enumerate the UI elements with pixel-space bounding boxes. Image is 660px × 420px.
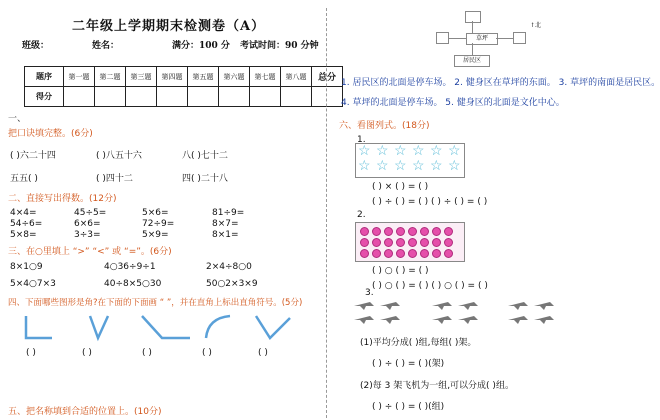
flower-icon — [420, 249, 429, 258]
s3-item: 8×1○9 — [10, 262, 43, 272]
map-label-top: 草坪 — [466, 33, 498, 45]
section1-heading — [8, 126, 93, 139]
section3-score: (6分) — [149, 247, 172, 257]
north-arrow-icon: ↑北 — [530, 22, 542, 29]
score-item: 第七题 — [250, 67, 281, 87]
map-box-right — [513, 32, 526, 44]
plane-icon — [380, 316, 400, 324]
section3-heading — [8, 244, 172, 257]
section4-heading — [8, 296, 302, 308]
s4-blank[interactable]: ( ) — [142, 348, 152, 358]
problem3-sub1: (1)平均分成( )组,每组( )架。 — [360, 338, 477, 348]
s4-blank[interactable]: ( ) — [258, 348, 268, 358]
angle-figure-3 — [142, 316, 190, 338]
star-icon: ☆ — [430, 143, 443, 159]
star-icon: ☆ — [358, 158, 371, 174]
section5-heading — [8, 404, 162, 417]
plane-icon — [354, 316, 374, 324]
map-box-left — [436, 32, 449, 44]
column-divider — [326, 8, 327, 418]
flower-icon — [432, 249, 441, 258]
section1-title: 把口诀填完整。 — [8, 129, 72, 139]
flower-icon — [420, 238, 429, 247]
s2-item: 5×8= — [10, 230, 37, 240]
score-item: 第二题 — [95, 67, 126, 87]
flower-icon — [384, 249, 393, 258]
s2-item: 4×4= — [10, 208, 37, 218]
flower-icon — [372, 249, 381, 258]
direction-question-1: 1. 居民区的北面是停车场。 2. 健身区在草坪的东面。 3. 草坪的南面是居民区。 — [341, 78, 660, 88]
exam-time: 考试时间：90 分钟 — [240, 41, 319, 51]
score-cell[interactable] — [312, 87, 343, 107]
section5-score: (10分) — [134, 407, 162, 417]
s2-item: 81÷9= — [212, 208, 245, 218]
problem1-number: 1. — [357, 135, 366, 145]
score-total-label: 总分 — [312, 67, 343, 87]
score-item: 第三题 — [126, 67, 157, 87]
s3-item: 40÷8×5○30 — [104, 279, 162, 289]
score-row1-label: 题序 — [25, 67, 64, 87]
s1-item: ( )六二十四 — [10, 151, 56, 161]
s1-item: ( )八五十六 — [96, 151, 142, 161]
star-icon: ☆ — [412, 158, 425, 174]
s2-item: 8×1= — [212, 230, 239, 240]
star-icon: ☆ — [412, 143, 425, 159]
plane-icon — [508, 316, 528, 324]
problem2-line2: ( ) ○ ( ) = ( ) ( ) ○ ( ) = ( ) — [372, 281, 488, 291]
plane-icon — [534, 302, 554, 310]
flower-icon — [384, 227, 393, 236]
flower-icon — [360, 238, 369, 247]
angle-figure-4 — [206, 316, 230, 338]
class-label: 班级： — [22, 41, 50, 51]
s2-item: 6×6= — [74, 219, 101, 229]
s3-item: 50○2×3×9 — [206, 279, 258, 289]
s2-item: 3÷3= — [74, 230, 101, 240]
star-icon: ☆ — [376, 143, 389, 159]
problem3-sub2-eq: ( ) ÷ ( ) = ( )(组) — [372, 402, 445, 412]
problem2-line1: ( ) ○ ( ) = ( ) — [372, 266, 429, 276]
score-cell[interactable] — [157, 87, 188, 107]
flower-icon — [396, 227, 405, 236]
score-cell[interactable] — [126, 87, 157, 107]
section6-score: (18分) — [402, 121, 430, 131]
star-icon: ☆ — [448, 143, 461, 159]
flower-icon — [384, 238, 393, 247]
flower-icon — [420, 227, 429, 236]
plane-icon — [534, 316, 554, 324]
score-item: 第八题 — [281, 67, 312, 87]
section3-title: 三、在○里填上 “>” “<” 或 “=”。 — [8, 247, 150, 257]
flower-icon — [432, 238, 441, 247]
plane-icon — [508, 302, 528, 310]
section1-number: 一、 — [8, 114, 27, 124]
problem1-line1: ( ) × ( ) = ( ) — [372, 182, 429, 192]
angle-figure-5 — [256, 316, 290, 338]
flower-icon — [444, 238, 453, 247]
score-cell[interactable] — [250, 87, 281, 107]
s1-item: 五五( ) — [10, 174, 38, 184]
flower-icon — [396, 249, 405, 258]
score-cell[interactable] — [95, 87, 126, 107]
s2-item: 72÷9= — [142, 219, 175, 229]
flower-icon — [408, 249, 417, 258]
score-item: 第一题 — [64, 67, 95, 87]
flower-icon — [444, 227, 453, 236]
angle-figures — [18, 312, 308, 342]
s3-item: 5×4○7×3 — [10, 279, 56, 289]
s1-item: 四( )二十八 — [182, 174, 228, 184]
section2-score: (12分) — [89, 194, 117, 204]
page-title: 二年级上学期期末检测卷（A） — [72, 19, 266, 34]
s3-item: 4○36÷9÷1 — [104, 262, 156, 272]
star-icon: ☆ — [394, 143, 407, 159]
score-table — [24, 66, 343, 107]
map-connector — [448, 38, 466, 39]
direction-question-2: 4. 草坪的北面是停车场。 5. 健身区的北面是文化中心。 — [341, 98, 565, 108]
angle-figure-1 — [26, 316, 52, 338]
section6-heading — [339, 118, 430, 131]
star-icon: ☆ — [376, 158, 389, 174]
score-cell[interactable] — [281, 87, 312, 107]
map-north-label: 北 — [535, 22, 542, 29]
map-label-bottom: 居民区 — [454, 55, 490, 67]
full-score: 满分：100 分 — [172, 41, 230, 51]
s4-blank[interactable]: ( ) — [82, 348, 92, 358]
star-icon: ☆ — [448, 158, 461, 174]
s2-item: 45÷5= — [74, 208, 107, 218]
flower-icon — [432, 227, 441, 236]
flower-box — [355, 222, 465, 262]
star-icon: ☆ — [358, 143, 371, 159]
section4-title: 四、下面哪些图形是角?在下面的下面画 “ ”，并在直角上标出直角符号。 — [8, 298, 282, 308]
problem3-sub2: (2)每 3 架飞机为一组,可以分成( )组。 — [360, 381, 514, 391]
section4-score: (5分) — [281, 298, 303, 308]
score-item: 第五题 — [188, 67, 219, 87]
score-item: 第四题 — [157, 67, 188, 87]
flower-icon — [360, 227, 369, 236]
s4-blank[interactable]: ( ) — [202, 348, 212, 358]
star-icon: ☆ — [394, 158, 407, 174]
s2-item: 54÷6= — [10, 219, 43, 229]
score-cell[interactable] — [219, 87, 250, 107]
map-box-top — [465, 11, 481, 23]
flower-icon — [408, 227, 417, 236]
s4-blank[interactable]: ( ) — [26, 348, 36, 358]
section2-title: 二、直接写出得数。 — [8, 194, 90, 204]
plane-icon — [458, 316, 478, 324]
flower-icon — [372, 238, 381, 247]
plane-icon — [380, 302, 400, 310]
plane-icon — [432, 302, 452, 310]
star-icon: ☆ — [430, 158, 443, 174]
plane-icon — [432, 316, 452, 324]
section2-heading — [8, 191, 117, 204]
plane-icon — [354, 302, 374, 310]
flower-icon — [360, 249, 369, 258]
flower-icon — [444, 249, 453, 258]
flower-icon — [408, 238, 417, 247]
s1-item: ( )四十二 — [96, 174, 133, 184]
score-row2-label: 得分 — [25, 87, 64, 107]
problem1-line2: ( ) ÷ ( ) = ( ) ( ) ÷ ( ) = ( ) — [372, 197, 488, 207]
s2-item: 8×7= — [212, 219, 239, 229]
score-cell[interactable] — [188, 87, 219, 107]
name-label: 姓名： — [92, 41, 120, 51]
plane-row — [352, 298, 582, 326]
flower-icon — [396, 238, 405, 247]
score-cell[interactable] — [64, 87, 95, 107]
section5-title: 五、把名称填到合适的位置上。 — [8, 407, 135, 417]
section1-score: (6分) — [71, 129, 93, 139]
s2-item: 5×9= — [142, 230, 169, 240]
map-connector — [496, 38, 514, 39]
flower-icon — [372, 227, 381, 236]
star-box — [355, 143, 465, 178]
plane-icon — [458, 302, 478, 310]
problem3-number: 3. — [365, 288, 374, 298]
s3-item: 2×4÷8○0 — [206, 262, 252, 272]
angle-figure-2 — [90, 316, 108, 338]
map-connector — [472, 43, 473, 55]
s2-item: 5×6= — [142, 208, 169, 218]
problem2-number: 2. — [357, 210, 366, 220]
map-connector — [472, 21, 473, 33]
section6-title: 六、看图列式。 — [339, 121, 403, 131]
score-item: 第六题 — [219, 67, 250, 87]
s1-item: 八( )七十二 — [182, 151, 228, 161]
problem3-sub1-eq: ( ) ÷ ( ) = ( )(架) — [372, 359, 445, 369]
